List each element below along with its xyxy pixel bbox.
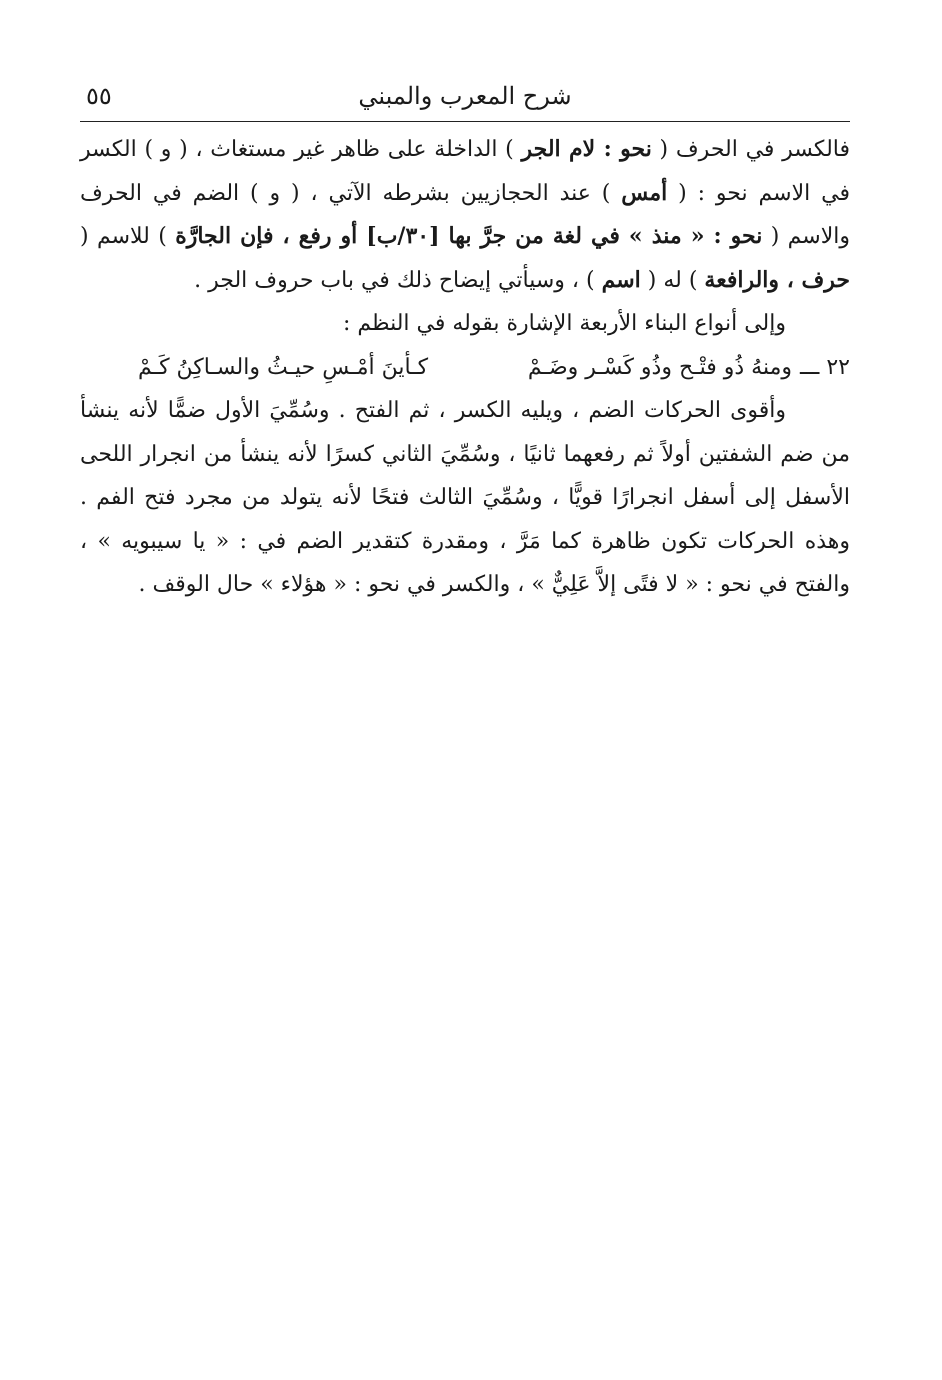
text-run: ) للاسم ( (80, 224, 176, 249)
text-run: ) له ( (640, 267, 705, 293)
bold-run: حرف ، والرافعة (704, 266, 850, 293)
verse-number: ٢٢ ـــ (800, 354, 850, 380)
bold-run: اسم (601, 266, 641, 293)
verse-hemistich-2: كـأينَ أمْـسِ حيـثُ والسـاكِنُ كَـمْ (138, 354, 429, 380)
paragraph-3: وأقوى الحركات الضم ، ويليه الكسر ، ثم الفتح . وسُمِّيَ الأول ضمًّا لأنه ينشأ من ضم الشفتين أولاً ثم رفعهما ثانيًا ، وسُمِّيَ الثاني كسرًا لأنه ينشأ من انجرار اللحى الأسفل إلى أسفل انجرارًا قويًّا ، وسُمِّيَ الثالث فتحًا لأنه يتولد من مجرد فتح الفم . وهذه الحركات تكون ظاهرة كما مَرَّ ، ومقدرة كتقدير الضم في : « يا سيبويه » ، والفتح في نحو : « لا فتًى إلاَّ عَلِيٌّ » ، والكسر في نحو : « هؤلاء » حال الوقف . (80, 398, 850, 597)
verse-hemistich-1: ومنهُ ذُو فتْـح وذُو كَسْـر وضَـمْ (527, 354, 793, 380)
verse-line (80, 346, 850, 390)
text-run: ) عند الحجازيين بشرطه الآتي ، ( و ) الضم في الحرف والاسم ( (80, 180, 851, 249)
header-rule (80, 121, 850, 122)
page-header (80, 78, 850, 118)
running-title: شرح المعرب والمبني (358, 82, 572, 110)
text-run: ) الداخلة على ظاهر غير مستغاث ، ( و ) الكسر في الاسم نحو : ( (80, 137, 850, 206)
text-run: فالكسر في الحرف ( (651, 137, 850, 162)
paragraph-1 (80, 128, 850, 302)
bold-run: نحو : « منذ » في لغة من جرَّ بها [٣٠/ب] أو رفع ، فإن الجارَّة (175, 223, 763, 249)
bold-run: نحو : لام الجر (521, 136, 652, 162)
bold-run: أمس (621, 179, 668, 206)
paragraph-2: وإلى أنواع البناء الأربعة الإشارة بقوله في النظم : (343, 311, 786, 336)
page-number: ٥٥ (86, 82, 112, 110)
text-run: ) ، وسيأتي إيضاح ذلك في باب حروف الجر . (194, 267, 602, 293)
body-text (80, 128, 850, 607)
